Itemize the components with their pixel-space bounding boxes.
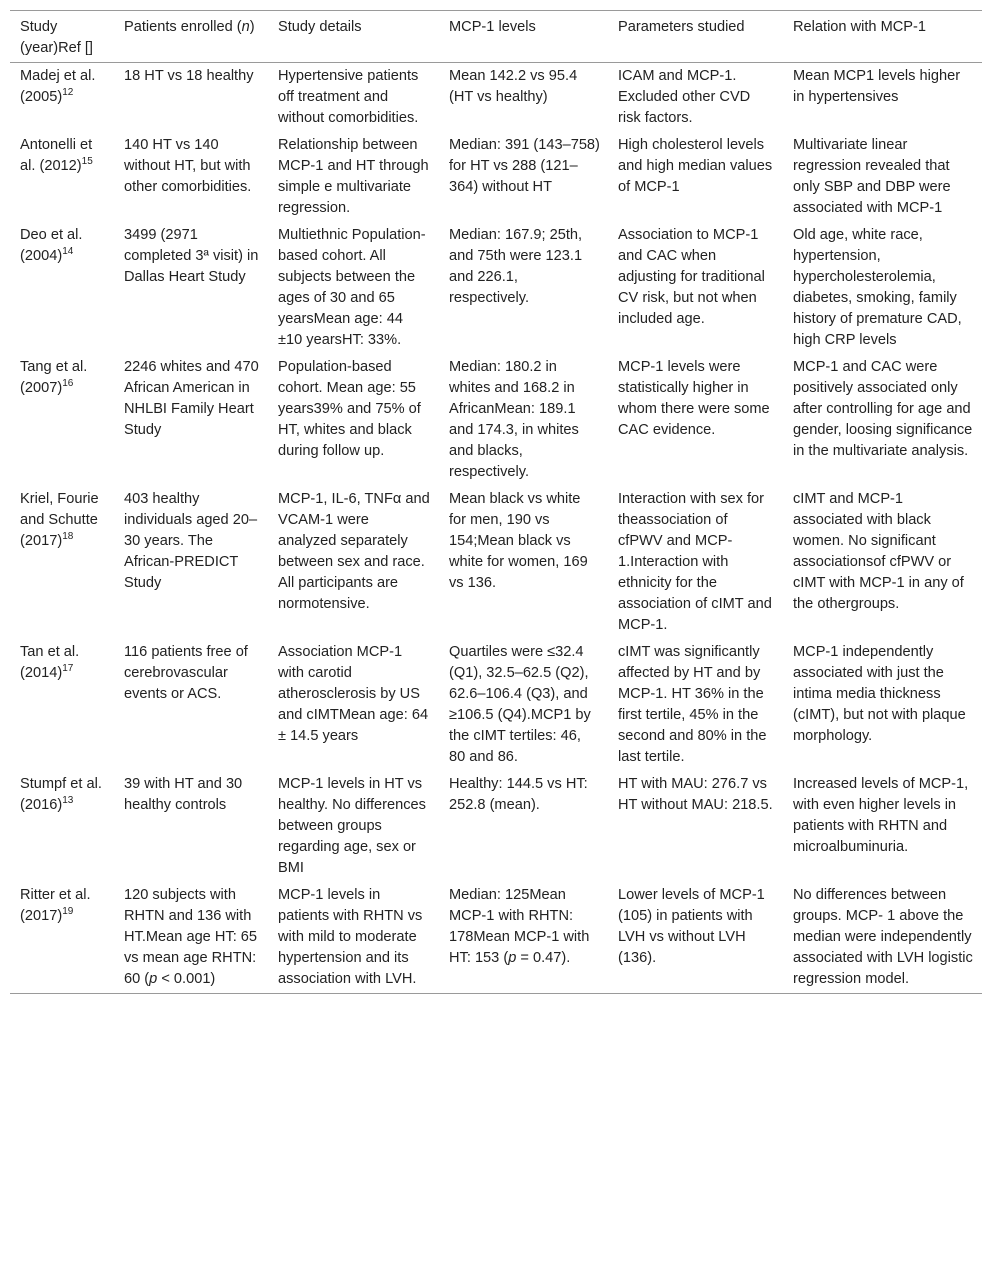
cell-study bbox=[10, 882, 114, 994]
cell-relation: No differences between groups. MCP- 1 above the median were independently associated with LVH logistic regression model. bbox=[793, 887, 973, 987]
reference-number: 17 bbox=[62, 663, 74, 675]
header-patients-n: n bbox=[241, 19, 250, 35]
cell-study bbox=[10, 639, 114, 771]
cell-study bbox=[10, 771, 114, 882]
study-label: Antonelli et al. (2012) bbox=[20, 137, 93, 174]
cell-study bbox=[10, 132, 114, 222]
header-study: Study (year)Ref [] bbox=[20, 19, 93, 56]
cell-mcp-levels: Mean 142.2 vs 95.4 (HT vs healthy) bbox=[449, 68, 578, 105]
cell-relation: MCP-1 independently associated with just the intima media thickness (cIMT), but not with plaque morphology. bbox=[793, 644, 966, 744]
cell-mcp-levels: Healthy: 144.5 vs HT: 252.8 (mean). bbox=[449, 776, 588, 813]
patients-text: 120 subjects with RHTN and 136 with HT.Mean age HT: 65 vs mean age RHTN: 60 ( bbox=[124, 887, 258, 987]
header-patients bbox=[114, 11, 268, 63]
cell-relation: Increased levels of MCP-1, with even higher levels in patients with RHTN and microalbuminuria. bbox=[793, 776, 969, 855]
table-row bbox=[10, 639, 982, 771]
table-row bbox=[10, 132, 982, 222]
cell-patients: 39 with HT and 30 healthy controls bbox=[124, 776, 243, 813]
cell-details: Multiethnic Population-based cohort. All subjects between the ages of 30 and 65 yearsMean age: 44 ±10 yearsHT: 33%. bbox=[278, 227, 426, 348]
cell-parameters: cIMT was significantly affected by HT and by MCP-1. HT 36% in the first tertile, 45% in the second and 80% in the last tertile. bbox=[618, 644, 767, 765]
cell-parameters: Association to MCP-1 and CAC when adjusting for traditional CV risk, but not when included age. bbox=[618, 227, 765, 327]
study-label: Tang et al. (2007) bbox=[20, 359, 88, 396]
cell-patients: 140 HT vs 140 without HT, but with other comorbidities. bbox=[124, 137, 252, 195]
table-row bbox=[10, 486, 982, 639]
cell-details: Population-based cohort. Mean age: 55 years39% and 75% of HT, whites and black during follow up. bbox=[278, 359, 421, 459]
cell-mcp-levels: Mean black vs white for men, 190 vs 154;Mean black vs white for women, 169 vs 136. bbox=[449, 491, 588, 591]
cell-relation: Multivariate linear regression revealed that only SBP and DBP were associated with MCP-1 bbox=[793, 137, 951, 216]
cell-parameters: MCP-1 levels were statistically higher in whom there were some CAC evidence. bbox=[618, 359, 770, 438]
cell-relation: Mean MCP1 levels higher in hypertensives bbox=[793, 68, 961, 105]
levels-tail: = 0.47). bbox=[516, 950, 571, 966]
header-details: Study details bbox=[278, 19, 362, 35]
cell-study bbox=[10, 63, 114, 133]
cell-parameters: Lower levels of MCP-1 (105) in patients with LVH vs without LVH (136). bbox=[618, 887, 765, 966]
levels-text: Median: 125Mean MCP-1 with RHTN: 178Mean MCP-1 with HT: 153 ( bbox=[449, 887, 590, 966]
cell-study bbox=[10, 222, 114, 354]
cell-parameters: ICAM and MCP-1. Excluded other CVD risk factors. bbox=[618, 68, 751, 126]
table-row bbox=[10, 63, 982, 133]
cell-details: Hypertensive patients off treatment and without comorbidities. bbox=[278, 68, 419, 126]
cell-mcp-levels bbox=[439, 882, 608, 994]
cell-details: Association MCP-1 with carotid atherosclerosis by US and cIMTMean age: 64 ± 14.5 years bbox=[278, 644, 429, 744]
table-row bbox=[10, 882, 982, 994]
study-label: Kriel, Fourie and Schutte (2017) bbox=[20, 491, 99, 549]
reference-number: 19 bbox=[62, 906, 74, 918]
cell-patients: 116 patients free of cerebrovascular events or ACS. bbox=[124, 644, 248, 702]
cell-patients: 3499 (2971 completed 3ª visit) in Dallas Heart Study bbox=[124, 227, 259, 285]
table-row bbox=[10, 771, 982, 882]
cell-patients: 18 HT vs 18 healthy bbox=[124, 68, 254, 84]
table-body bbox=[10, 63, 982, 994]
cell-parameters: HT with MAU: 276.7 vs HT without MAU: 218.5. bbox=[618, 776, 773, 813]
cell-details: Relationship between MCP-1 and HT through simple e multivariate regression. bbox=[278, 137, 429, 216]
study-label: Tan et al. (2014) bbox=[20, 644, 80, 681]
reference-number: 14 bbox=[62, 246, 74, 258]
table-header bbox=[10, 11, 982, 63]
header-patients-suffix: ) bbox=[249, 19, 255, 35]
table-row bbox=[10, 354, 982, 486]
header-mcp-levels: MCP-1 levels bbox=[449, 19, 536, 35]
mcp1-studies-table bbox=[10, 10, 982, 994]
reference-number: 13 bbox=[62, 795, 74, 807]
cell-study bbox=[10, 354, 114, 486]
cell-patients: 2246 whites and 470 African American in NHLBI Family Heart Study bbox=[124, 359, 259, 438]
study-label: Deo et al. (2004) bbox=[20, 227, 83, 264]
header-parameters: Parameters studied bbox=[618, 19, 745, 35]
header-row bbox=[10, 11, 982, 63]
cell-details: MCP-1, IL-6, TNFα and VCAM-1 were analyzed separately between sex and race. All participants are normotensive. bbox=[278, 491, 430, 612]
study-label: Stumpf et al. (2016) bbox=[20, 776, 102, 813]
study-label: Madej et al. (2005) bbox=[20, 68, 96, 105]
table-container bbox=[10, 10, 982, 994]
cell-patients bbox=[114, 882, 268, 994]
cell-mcp-levels: Median: 167.9; 25th, and 75th were 123.1 and 226.1, respectively. bbox=[449, 227, 583, 306]
cell-mcp-levels: Median: 180.2 in whites and 168.2 in AfricanMean: 189.1 and 174.3, in whites and blacks, respectively. bbox=[449, 359, 579, 480]
reference-number: 18 bbox=[62, 531, 74, 543]
cell-mcp-levels: Quartiles were ≤32.4 (Q1), 32.5–62.5 (Q2), 62.6–106.4 (Q3), and ≥106.5 (Q4).MCP1 by the cIMT tertiles: 46, 80 and 86. bbox=[449, 644, 591, 765]
cell-details: MCP-1 levels in patients with RHTN vs with mild to moderate hypertension and its association with LVH. bbox=[278, 887, 423, 987]
cell-parameters: High cholesterol levels and high median values of MCP-1 bbox=[618, 137, 773, 195]
table-row bbox=[10, 222, 982, 354]
cell-study bbox=[10, 486, 114, 639]
reference-number: 16 bbox=[62, 378, 74, 390]
p-symbol: p bbox=[508, 950, 517, 966]
study-label: Ritter et al. (2017) bbox=[20, 887, 91, 924]
cell-relation: Old age, white race, hypertension, hypercholesterolemia, diabetes, smoking, family history of premature CAD, high CRP levels bbox=[793, 227, 962, 348]
header-patients-prefix: Patients enrolled ( bbox=[124, 19, 242, 35]
header-relation: Relation with MCP-1 bbox=[793, 19, 927, 35]
cell-patients: 403 healthy individuals aged 20–30 years. The African-PREDICT Study bbox=[124, 491, 258, 591]
cell-details: MCP-1 levels in HT vs healthy. No differences between groups regarding age, sex or BMI bbox=[278, 776, 426, 876]
cell-parameters: Interaction with sex for theassociation of cfPWV and MCP-1.Interaction with ethnicity for the association of cIMT and MCP-1. bbox=[618, 491, 772, 633]
patients-tail: < 0.001) bbox=[157, 971, 216, 987]
cell-relation: MCP-1 and CAC were positively associated only after controlling for age and gender, loosing significance in the multivariate analysis. bbox=[793, 359, 973, 459]
p-symbol: p bbox=[149, 971, 158, 987]
reference-number: 12 bbox=[62, 87, 74, 99]
cell-relation: cIMT and MCP-1 associated with black women. No significant associationsof cfPWV or cIMT with MCP-1 in any of the othergroups. bbox=[793, 491, 964, 612]
cell-mcp-levels: Median: 391 (143–758) for HT vs 288 (121–364) without HT bbox=[449, 137, 600, 195]
reference-number: 15 bbox=[81, 156, 93, 168]
